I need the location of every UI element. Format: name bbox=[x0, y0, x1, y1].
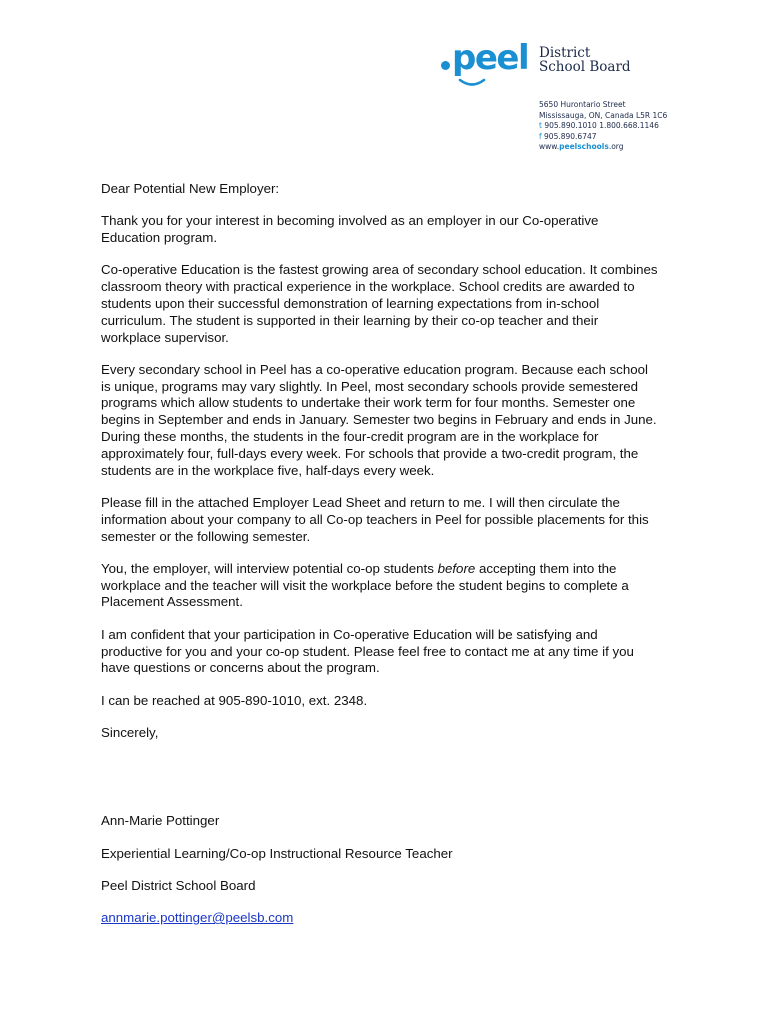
fax-icon: f bbox=[539, 131, 542, 141]
closing: Sincerely, bbox=[101, 724, 159, 740]
phone-numbers: 905.890.1010 1.800.668.1146 bbox=[544, 121, 659, 130]
paragraph-programs: Every secondary school in Peel has a co-operative education program. Because each school is unique, programs may vary slightly. In Peel, most secondary schools provide semestered programs which allow students to undertake their work term for four months. Semester one begins in September and ends in January. Semester two begins in February and ends in June. During these months, the students in the four-credit program are in the workplace for approximately four, full-days every week. For schools that provide a two-credit program, the students are in the workplace five, half-days every week. bbox=[101, 361, 657, 478]
fax-line bbox=[539, 132, 667, 143]
paragraph-lead-sheet: Please fill in the attached Employer Lead Sheet and return to me. I will then circulate the information about your company to all Co-op teachers in Peel for possible placements for this semester or the following semester. bbox=[101, 494, 649, 544]
logo-dot bbox=[441, 61, 450, 70]
fax-number: 905.890.6747 bbox=[544, 131, 597, 141]
paragraph-coop-overview: Co-operative Education is the fastest growing area of secondary school education. It combines classroom theory with practical experience in the workplace. School credits are awarded to students upon their successful demonstration of learning expectations from in-school curriculum. The student is supported in their learning by their co-op teacher and their workplace supervisor. bbox=[101, 262, 658, 345]
letter-body bbox=[101, 181, 661, 942]
logo-smile-icon bbox=[457, 78, 487, 88]
website-line[interactable]: www.peelschools.org bbox=[539, 142, 624, 151]
paragraph-confidence: I am confident that your participation in Co-operative Education will be satisfying and productive for you and your co-op student. Please feel free to contact me at any time if you have questions or concerns about the program. bbox=[101, 626, 634, 676]
logo-name-line1: District bbox=[539, 45, 591, 61]
signature-organization: Peel District School Board bbox=[101, 877, 256, 893]
logo-wordmark: peel bbox=[452, 38, 529, 78]
signature-email-link[interactable]: annmarie.pottinger@peelsb.com bbox=[101, 910, 294, 926]
emphasis-before: before bbox=[437, 560, 476, 576]
peel-logo bbox=[441, 38, 641, 102]
address-line: 5650 Hurontario Street bbox=[539, 100, 626, 109]
logo-board-name bbox=[539, 46, 631, 74]
phone-line bbox=[539, 121, 667, 132]
signature-name: Ann-Marie Pottinger bbox=[101, 813, 220, 829]
telephone-icon: t bbox=[539, 121, 542, 130]
signature-title: Experiential Learning/Co-op Instructional Resource Teacher bbox=[101, 845, 453, 861]
paragraph-contact: I can be reached at 905-890-1010, ext. 2348. bbox=[101, 692, 368, 708]
paragraph-interview: You, the employer, will interview potential co-op students before accepting them into the workplace and the teacher will visit the workplace before the student begins to complete a Placement Assessment. bbox=[101, 560, 629, 610]
paragraph-intro: Thank you for your interest in becoming involved as an employer in our Co-operative Education program. bbox=[101, 213, 599, 246]
address-line: Mississauga, ON, Canada L5R 1C6 bbox=[539, 110, 668, 120]
logo-name-line2: School Board bbox=[539, 59, 631, 75]
salutation: Dear Potential New Employer: bbox=[101, 181, 280, 196]
letterhead-address bbox=[539, 100, 667, 153]
